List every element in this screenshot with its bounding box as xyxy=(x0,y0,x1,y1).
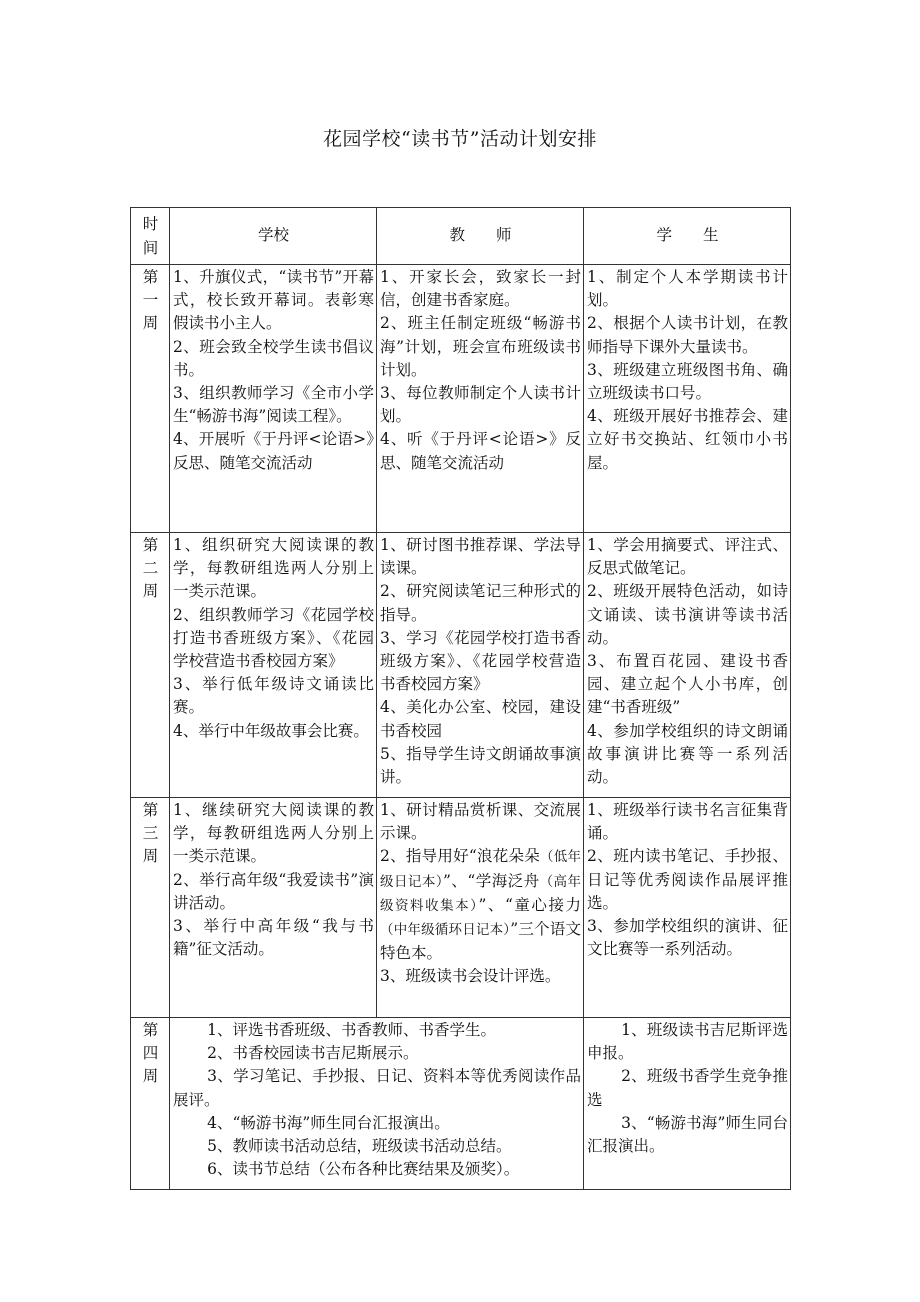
list-item: 3、每位教师制定个人读书计划。 xyxy=(380,384,581,426)
list-item: 2、研究阅读笔记三种形式的指导。 xyxy=(380,582,581,624)
list-item: 3、学习笔记、手抄报、日记、资料本等优秀阅读作品展评。 xyxy=(173,1067,581,1109)
list-item: 3、参加学校组织的演讲、征文比赛等一系列活动。 xyxy=(587,917,788,959)
list-item: 1、学会用摘要式、评注式、反思式做笔记。 xyxy=(587,536,788,578)
week-row-4 xyxy=(131,1018,791,1190)
list-item: 3、“畅游书海”师生同台汇报演出。 xyxy=(587,1113,788,1156)
teacher-cell xyxy=(377,533,584,798)
text-segment: ”、“童心接力 xyxy=(478,895,581,914)
school-cell xyxy=(170,798,377,1018)
header-student: 学 生 xyxy=(584,208,791,265)
list-item: 3、学习《花园学校打造书香班级方案》、《花园学校营造书香校园方案》 xyxy=(380,628,581,694)
header-teacher: 教 师 xyxy=(377,208,584,265)
list-item: 1、制定个人本学期读书计划。 xyxy=(587,268,788,310)
list-item: 4、举行中年级故事会比赛。 xyxy=(173,721,369,740)
list-item: 1、班级读书吉尼斯评选申报。 xyxy=(587,1021,788,1063)
list-item: 2、书香校园读书吉尼斯展示。 xyxy=(207,1044,419,1063)
list-item: 5、教师读书活动总结，班级读书活动总结。 xyxy=(207,1137,512,1156)
list-item: 2、班内读书笔记、手抄报、日记等优秀阅读作品展评推选。 xyxy=(587,847,788,912)
student-cell xyxy=(584,533,791,798)
student-cell xyxy=(584,798,791,1018)
list-item: 1、研讨图书推荐课、学法导读课。 xyxy=(380,536,581,578)
list-item: 4、“畅游书海”师生同台汇报演出。 xyxy=(207,1113,450,1132)
list-item: 2、班会致全校学生读书倡议书。 xyxy=(173,337,374,379)
list-item: 1、组织研究大阅读课的教学，每教研组选两人分别上一类示范课。 xyxy=(173,536,374,601)
list-item: 3、班级读书会设计评选。 xyxy=(380,967,561,986)
header-school: 学校 xyxy=(170,208,377,265)
school-teacher-cell xyxy=(170,1018,584,1190)
list-item: 5、指导学生诗文朗诵故事演讲。 xyxy=(380,744,581,787)
header-row xyxy=(131,208,791,265)
school-cell xyxy=(170,533,377,798)
list-item: 3、组织教师学习《全市小学生“畅游书海”阅读工程》。 xyxy=(173,384,374,426)
student-cell xyxy=(584,265,791,533)
list-item: 1、班级举行读书名言征集背诵。 xyxy=(587,801,788,843)
text-segment: 2、指导用好“浪花朵朵 xyxy=(380,847,540,866)
week-row-3 xyxy=(131,798,791,1018)
week-label: 第 一 周 xyxy=(131,265,170,533)
week-row-1 xyxy=(131,265,791,533)
list-item xyxy=(380,845,581,965)
list-item: 3、举行中高年级“我与书籍”征文活动。 xyxy=(173,917,374,959)
list-item: 6、读书节总结（公布各种比赛结果及颁奖）。 xyxy=(207,1160,520,1179)
list-item: 3、举行低年级诗文诵读比赛。 xyxy=(173,675,374,717)
list-item: 3、布置百花园、建设书香园、建立起个人小书库，创建“书香班级” xyxy=(587,652,788,717)
text-segment: ”、“学海泛舟 xyxy=(443,871,540,890)
text-segment-small: （中年级循环日记本） xyxy=(380,922,511,939)
teacher-cell xyxy=(377,265,584,533)
list-item: 4、参加学校组织的诗文朗诵故事演讲比赛等一系列活动。 xyxy=(587,721,788,787)
list-item: 2、班级书香学生竞争推选 xyxy=(587,1067,788,1109)
list-item: 1、开家长会，致家长一封信，创建书香家庭。 xyxy=(380,268,581,310)
text-segment: ”三个语文特色本。 xyxy=(380,920,581,963)
list-item: 2、根据个人读书计划，在教师指导下课外大量读书。 xyxy=(587,314,788,356)
list-item: 4、听《于丹评<论语>》反思、随笔交流活动 xyxy=(380,430,581,472)
student-cell xyxy=(584,1018,791,1190)
week-label: 第 二 周 xyxy=(131,533,170,798)
school-cell xyxy=(170,265,377,533)
week-label: 第 四 周 xyxy=(131,1018,170,1190)
text-segment-small: （高年级资料收集本） xyxy=(380,873,582,914)
list-item: 2、举行高年级“我爱读书”演讲活动。 xyxy=(173,870,374,912)
activity-plan-table xyxy=(130,207,791,1190)
list-item: 3、班级建立班级图书角、确立班级读书口号。 xyxy=(587,360,788,403)
list-item: 2、班主任制定班级“畅游书海”计划，班会宣布班级读书计划。 xyxy=(380,314,581,379)
list-item: 4、班级开展好书推荐会、建立好书交换站、红领巾小书屋。 xyxy=(587,407,788,472)
list-item: 2、组织教师学习《花园学校打造书香班级方案》、《花园学校营造书香校园方案》 xyxy=(173,605,374,671)
list-item: 1、继续研究大阅读课的教学，每教研组选两人分别上一类示范课。 xyxy=(173,801,374,866)
list-item: 1、升旗仪式，“读书节”开幕式，校长致开幕词。表彰寒假读书小主人。 xyxy=(173,268,374,333)
list-item: 2、班级开展特色活动，如诗文诵读、读书演讲等读书活动。 xyxy=(587,582,788,647)
header-time: 时 间 xyxy=(131,208,170,265)
list-item: 4、开展听《于丹评<论语>》反思、随笔交流活动 xyxy=(173,430,374,472)
text-segment-small: （低年级日记本） xyxy=(380,849,581,890)
teacher-cell xyxy=(377,798,584,1018)
week-row-2 xyxy=(131,533,791,798)
list-item: 1、评选书香班级、书香教师、书香学生。 xyxy=(207,1021,496,1039)
list-item: 1、研讨精品赏析课、交流展示课。 xyxy=(380,801,581,843)
list-item: 4、美化办公室、校园，建设书香校园 xyxy=(380,698,581,740)
page-title: 花园学校“读书节”活动计划安排 xyxy=(323,128,597,150)
week-label: 第 三 周 xyxy=(131,798,170,1018)
